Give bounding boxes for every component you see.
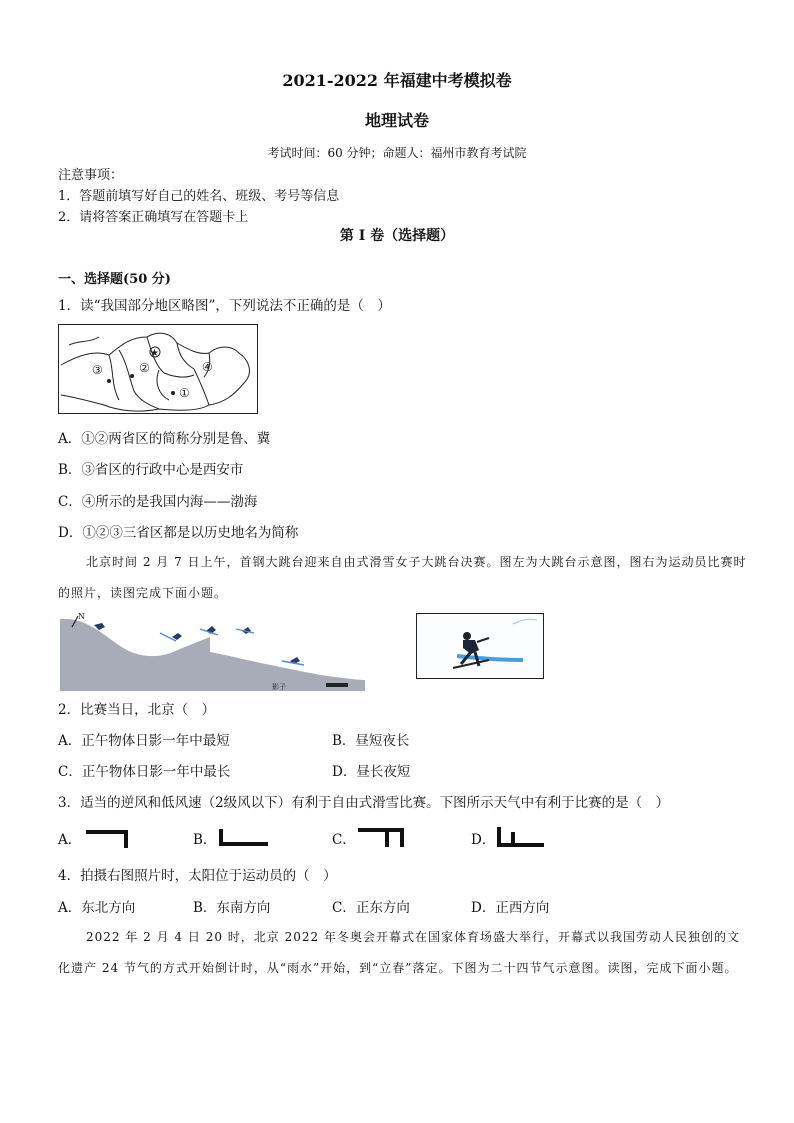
question-4-option-a: A．东北方向 bbox=[58, 900, 136, 916]
shadow-label: 影子 bbox=[272, 683, 286, 691]
question-1-option-d: D．①②③三省区都是以历史地名为简称 bbox=[58, 525, 299, 541]
question-2-option-b: B．昼短夜长 bbox=[332, 733, 410, 749]
question-1-option-b: B．③省区的行政中心是西安市 bbox=[58, 462, 244, 478]
svg-text:★: ★ bbox=[150, 348, 159, 359]
question-3-stem: 3．适当的逆风和低风速（2级风以下）有利于自由式滑雪比赛。下图所示天气中有利于比赛的是（ ） bbox=[58, 795, 670, 811]
map-label-2: ② bbox=[139, 361, 150, 375]
question-4-option-b: B．东南方向 bbox=[193, 900, 271, 916]
question-1-option-a: A．①②两省区的简称分别是鲁、冀 bbox=[58, 431, 271, 447]
note-item-1: 1．答题前填写好自己的姓名、班级、考号等信息 bbox=[58, 189, 340, 204]
subject-title: 地理试卷 bbox=[364, 111, 429, 130]
passage-1: 北京时间 2 月 7 日上午，首钢大跳台迎来自由式滑雪女子大跳台决赛。图左为大跳台示意图，图右为运动员比赛时的照片，读图完成下面小题。 bbox=[58, 555, 747, 600]
wind-symbol-d bbox=[496, 826, 546, 854]
section-title: 一、选择题(50 分) bbox=[58, 272, 171, 287]
notes-heading: 注意事项： bbox=[58, 168, 124, 183]
volume-title: 第 I 卷（选择题） bbox=[339, 228, 455, 244]
question-4-stem: 4．拍摄右图照片时，太阳位于运动员的（ ） bbox=[58, 868, 337, 884]
question-1-stem: 1．读“我国部分地区略图”，下列说法不正确的是（ ） bbox=[58, 298, 391, 314]
question-2-option-c: C．正午物体日影一年中最长 bbox=[58, 764, 231, 780]
question-3-option-c: C． bbox=[332, 832, 356, 848]
north-label: N bbox=[78, 612, 85, 621]
question-2-stem: 2．比赛当日，北京（ ） bbox=[58, 702, 216, 718]
exam-title: 2021-2022 年福建中考模拟卷 bbox=[282, 71, 512, 90]
passage-2: 2022 年 2 月 4 日 20 时，北京 2022 年冬奥会开幕式在国家体育场盛大举行，开幕式以我国劳动人民独创的文化遗产 24 节气的方式开始倒计时，从“雨水”开始，到“立春”落定。下图为二十四节气示意图。读图，完成下面小题。 bbox=[58, 930, 740, 975]
china-region-map bbox=[58, 324, 258, 414]
question-3-option-d: D． bbox=[471, 832, 496, 848]
question-1-option-c: C．④所示的是我国内海——渤海 bbox=[58, 494, 258, 510]
note-item-2: 2．请将答案正确填写在答题卡上 bbox=[58, 210, 249, 225]
question-3-option-a: A． bbox=[58, 832, 82, 848]
wind-symbol-c bbox=[357, 827, 405, 853]
big-air-ramp-diagram bbox=[60, 611, 370, 691]
question-3-option-b: B． bbox=[193, 832, 217, 848]
exam-info: 考试时间：60 分钟；命题人：福州市教育考试院 bbox=[267, 146, 527, 160]
map-label-3: ③ bbox=[92, 363, 103, 377]
map-label-4: ④ bbox=[202, 360, 213, 374]
wind-symbol-b bbox=[218, 828, 270, 852]
map-label-1: ① bbox=[179, 386, 190, 400]
question-4-option-c: C．正东方向 bbox=[332, 900, 410, 916]
question-4-option-d: D．正西方向 bbox=[471, 900, 550, 916]
question-2-option-a: A．正午物体日影一年中最短 bbox=[58, 733, 230, 749]
wind-symbol-a bbox=[84, 829, 130, 853]
athlete-photo bbox=[416, 613, 544, 679]
question-2-option-d: D．昼长夜短 bbox=[332, 764, 411, 780]
